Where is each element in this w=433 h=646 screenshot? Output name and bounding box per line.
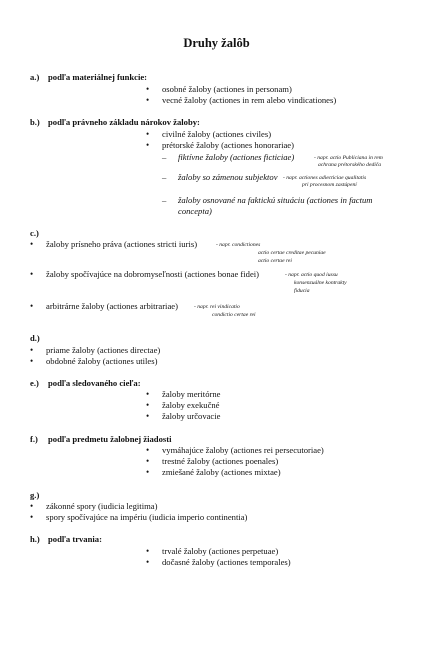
sub-item: fiktívne žaloby (actiones ficticiae) <box>178 152 295 162</box>
section-d-label: d.) <box>30 333 40 343</box>
section-g-label: g.) <box>30 490 40 500</box>
section-h-heading: podľa trvania: <box>48 534 102 544</box>
dash-icon: – <box>162 172 167 182</box>
bullet-icon: • <box>146 467 150 477</box>
list-item: vymáhajúce žaloby (actiones rei persecutoriae) <box>162 445 324 455</box>
list-item: arbitrárne žaloby (actiones arbitrariae) <box>46 301 178 311</box>
section-f-heading: podľa predmetu žalobnej žiadosti <box>48 434 172 444</box>
section-b-heading: podľa právneho základu nárokov žaloby: <box>48 117 200 127</box>
bullet-icon: • <box>146 411 150 421</box>
list-item: zákonné spory (iudicia legitima) <box>46 501 158 511</box>
list-item: spory spočívajúce na impériu (iudicia imperio continentia) <box>46 512 248 522</box>
list-item: žaloby exekučné <box>162 400 220 410</box>
sub-item-note: achrana prétorského dediča <box>318 162 382 168</box>
bullet-icon: • <box>146 389 150 399</box>
section-e-heading: podľa sledovaného cieľa: <box>48 378 141 388</box>
bullet-icon: • <box>146 95 150 105</box>
bullet-icon: • <box>30 345 34 355</box>
section-a-heading: podľa materiálnej funkcie: <box>48 72 148 82</box>
list-item: trvalé žaloby (actiones perpetuae) <box>162 546 279 556</box>
list-item-note: - napr. condictiones <box>216 242 261 248</box>
bullet-icon: • <box>146 400 150 410</box>
sub-item-note: - napr. actio Publiciana in rem <box>314 155 383 161</box>
section-c-label: c.) <box>30 228 39 238</box>
list-item-note: actio certae rei <box>258 258 292 264</box>
dash-icon: – <box>162 195 167 205</box>
section-a-label: a.) <box>30 72 40 82</box>
bullet-icon: • <box>146 456 150 466</box>
bullet-icon: • <box>30 239 34 249</box>
list-item: prétorské žaloby (actiones honorariae) <box>162 140 294 150</box>
list-item: priame žaloby (actiones directae) <box>46 345 161 355</box>
sub-item: žaloby osnované na faktickú situáciu (actiones in factum <box>178 195 373 205</box>
list-item: žaloby spočívajúce na dobromyseľnosti (actiones bonae fidei) <box>46 269 260 279</box>
page-title: Druhy žalôb <box>183 36 250 50</box>
bullet-icon: • <box>146 140 150 150</box>
list-item: dočasné žaloby (actiones temporales) <box>162 557 291 567</box>
list-item: vecné žaloby (actiones in rem alebo vindicationes) <box>162 95 337 105</box>
bullet-icon: • <box>30 501 34 511</box>
sub-item: žaloby so zámenou subjektov <box>178 172 278 182</box>
list-item: žaloby meritórne <box>162 389 221 399</box>
section-b-label: b.) <box>30 117 40 127</box>
bullet-icon: • <box>146 84 150 94</box>
bullet-icon: • <box>30 512 34 522</box>
list-item-note: actio certae creditae pecuniae <box>258 250 326 256</box>
section-f-label: f.) <box>30 434 38 444</box>
list-item: osobné žaloby (actiones in personam) <box>162 84 292 94</box>
list-item-note: condictio certae rei <box>212 312 256 318</box>
list-item-note: - napr. rei vindicatio <box>194 304 240 310</box>
list-item: civilné žaloby (actiones civiles) <box>162 129 272 139</box>
sub-item-note: pri procesnom zastúpení <box>302 182 357 188</box>
dash-icon: – <box>162 152 167 162</box>
bullet-icon: • <box>30 356 34 366</box>
list-item: zmiešané žaloby (actiones mixtae) <box>162 467 281 477</box>
list-item-note: - napr. actio quod iussu <box>285 272 338 278</box>
list-item: žaloby určovacie <box>162 411 221 421</box>
list-item-note: fiducia <box>294 288 310 294</box>
list-item: trestné žaloby (actiones poenales) <box>162 456 279 466</box>
bullet-icon: • <box>30 269 34 279</box>
sub-item-note: - napr. actiones adiecticiae qualitatis <box>283 175 367 181</box>
bullet-icon: • <box>146 129 150 139</box>
list-item: obdobné žaloby (actiones utiles) <box>46 356 158 366</box>
bullet-icon: • <box>146 546 150 556</box>
bullet-icon: • <box>146 557 150 567</box>
section-h-label: h.) <box>30 534 40 544</box>
list-item-note: konsenzuálne kontrakty <box>294 280 347 286</box>
bullet-icon: • <box>146 445 150 455</box>
sub-item: concepta) <box>178 206 212 216</box>
section-e-label: e.) <box>30 378 39 388</box>
bullet-icon: • <box>30 301 34 311</box>
list-item: žaloby prísneho práva (actiones stricti iuris) <box>46 239 198 249</box>
